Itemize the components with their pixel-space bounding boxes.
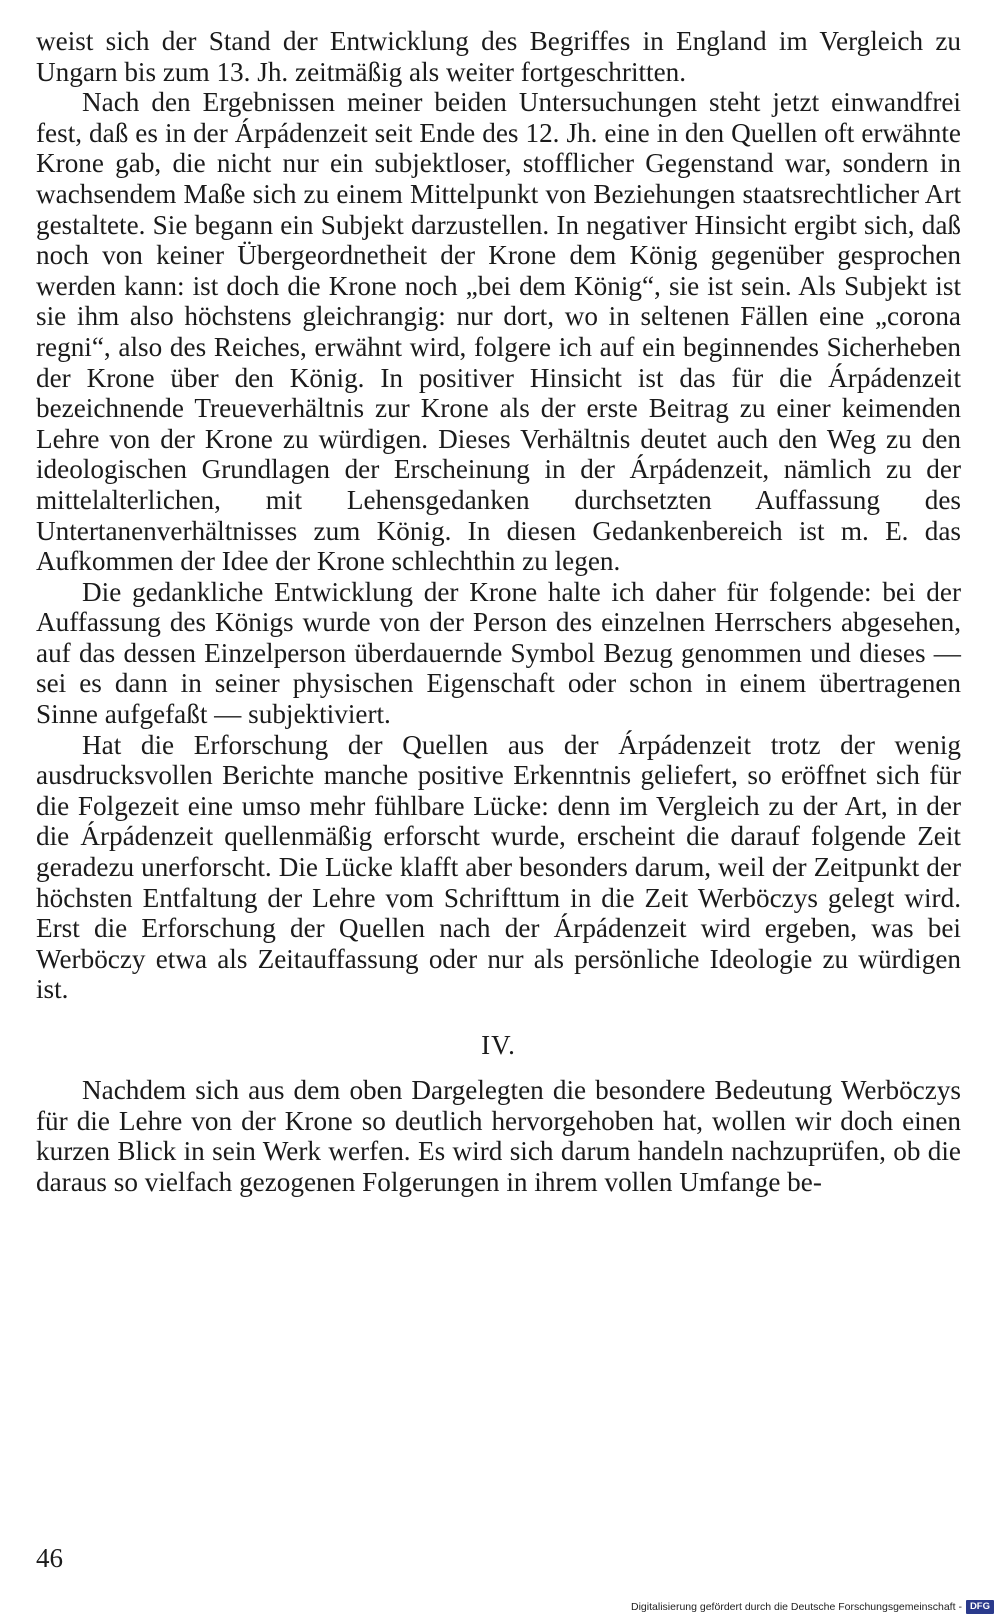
paragraph-conceptual-development: Die gedankliche Entwicklung der Krone halte ich daher für folgende: bei der Auffassung des Königs wurde von der Person des einzelnen Herrschers abgesehen, auf das dessen Einzelperson überdauernde Symbol Bezug genommen und dieses — sei es dann in seiner physischen Eigenschaft oder schon in einem übertragenen Sinne aufgefaßt — subjektiviert.	[36, 576, 961, 730]
digitization-credit	[631, 1600, 994, 1614]
section-heading: IV.	[481, 1030, 516, 1060]
paragraph-research-gap: Hat die Erforschung der Quellen aus der Árpádenzeit trotz der wenig ausdrucksvollen Berichte manche positive Erkenntnis geliefert, so eröffnet sich für die Folgezeit eine umso mehr fühlbare Lücke: denn im Vergleich zu der Art, in der die Árpádenzeit quellenmäßig erforscht wurde, erscheint die darauf folgende Zeit geradezu unerforscht. Die Lücke klafft aber besonders darum, weil der Zeitpunkt der höchsten Entfaltung der Lehre vom Schrifttum in die Zeit Werböczys gelegt wird. Erst die Erforschung der Quellen nach der Árpádenzeit wird ergeben, was bei Werböczy etwa als Zeitauffassung oder nur als persönliche Ideologie zu würdigen ist.	[36, 729, 961, 1005]
credit-text: Digitalisierung gefördert durch die Deutsche Forschungsgemeinschaft -	[631, 1600, 962, 1613]
paragraph-krone-results: Nach den Ergebnissen meiner beiden Untersuchungen steht jetzt einwandfrei fest, daß es in der Árpádenzeit seit Ende des 12. Jh. eine in den Quellen oft erwähnte Krone gab, die nicht nur ein subjektloser, stofflicher Gegenstand war, sondern in wachsendem Maße sich zu einem Mittelpunkt von Beziehungen staatsrechtlicher Art gestaltete. Sie begann ein Subjekt darzustellen. In negativer Hinsicht ergibt sich, daß noch von keiner Übergeordnetheit der Krone dem König gegenüber gesprochen werden kann: ist doch die Krone noch „bei dem König“, sie ist sein. Als Subjekt ist sie ihm also höchstens gleichrangig: nur dort, wo in seltenen Fällen eine „corona regni“, also des Reiches, erwähnt wird, folgere ich auf ein beginnendes Sicherheben der Krone über den König. In positiver Hinsicht ist das für die Árpádenzeit bezeichnende Treueverhältnis zur Krone als der erste Beitrag zu einer keimenden Lehre von der Krone zu würdigen. Dieses Verhältnis deutet auch den Weg zu den ideologischen Grundlagen der Erscheinung in der Árpádenzeit, nämlich zu der mittelalterlichen, mit Lehensgedanken durchsetzten Auffassung des Untertanenverhältnisses zum König. In diesen Gedankenbereich ist m. E. das Aufkommen der Idee der Krone schlechthin zu legen.	[36, 87, 961, 577]
page-number: 46	[36, 1543, 63, 1573]
page-body	[36, 26, 961, 1197]
dfg-logo-icon: DFG	[966, 1600, 994, 1614]
paragraph-continuation: weist sich der Stand der Entwicklung des Begriffes in England im Vergleich zu Ungarn bis zum 13. Jh. zeitmäßig als weiter fortgeschritten.	[36, 26, 961, 87]
paragraph-werboczy: Nachdem sich aus dem oben Dargelegten die besondere Bedeutung Werböczys für die Lehre von der Krone so deutlich hervorgehoben hat, wollen wir doch einen kurzen Blick in sein Werk werfen. Es wird sich darum handeln nachzuprüfen, ob die daraus so vielfach gezogenen Folgerungen in ihrem vollen Umfange be-	[36, 1075, 961, 1197]
